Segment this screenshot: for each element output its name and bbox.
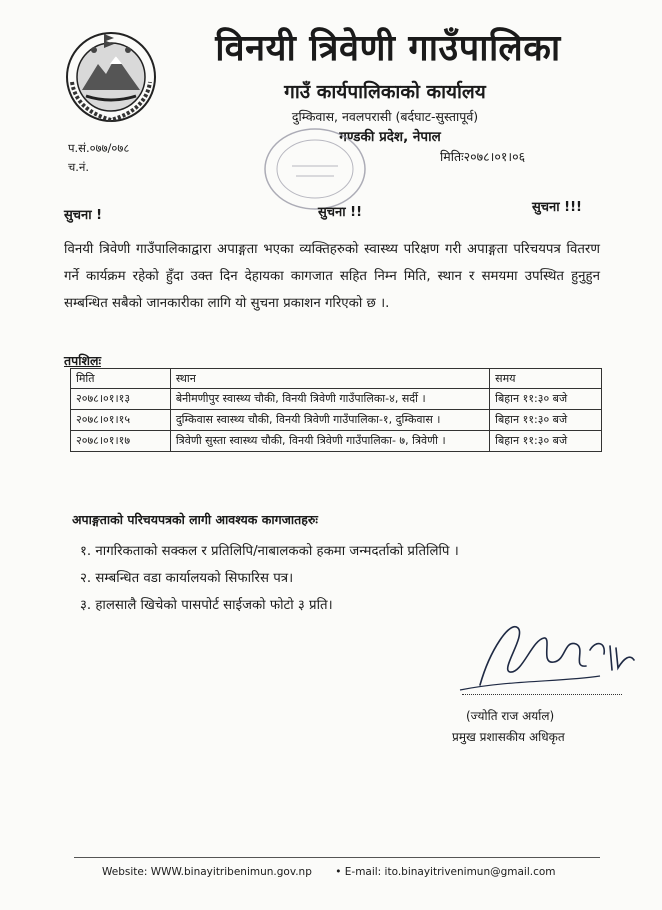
schedule-table — [70, 368, 602, 452]
signatory-name: (ज्योति राज अर्याल) — [466, 709, 555, 723]
municipality-emblem-icon — [64, 30, 158, 124]
row-time: बिहान ११:३० बजे — [490, 389, 602, 410]
handwritten-signature-icon — [440, 610, 640, 700]
notice-body: विनयी त्रिवेणी गाउँपालिकाद्वारा अपाङ्गता भएका व्यक्तिहरुको स्वास्थ्य परिक्षण गरी अपाङ्गता परिचयपत्र वितरण गर्ने कार्यक्रम रहेको हुँदा उक्त दिन देहायका कागजात सहित निम्न मिति, स्थान र समयमा उपस्थित हुनुहुन सम्बन्धित सबैको जानकारीका लागि यो सुचना प्रकाशन गरिएको छ ।. — [64, 242, 600, 311]
footer-website: Website: WWW.binayitribenimun.gov.np — [102, 866, 312, 878]
row-date: २०७८।०१।१३ — [71, 389, 171, 410]
documents-heading: अपाङ्गताको परिचयपत्रको लागी आवश्यक कागजातहरुः — [72, 512, 318, 527]
notice-label-1: सुचना ! — [64, 208, 103, 223]
row-place: त्रिवेणी सुस्ता स्वास्थ्य चौकी, विनयी त्रिवेणी गाउँपालिका- ७, त्रिवेणी । — [170, 431, 489, 452]
notice-label-3: सुचना !!! — [532, 200, 582, 215]
office-subtitle: गाउँ कार्यपालिकाको कार्यालय — [284, 81, 486, 103]
letter-date: मितिः२०७८।०१।०६ — [440, 149, 526, 164]
row-time: बिहान ११:३० बजे — [490, 410, 602, 431]
table-row — [71, 389, 602, 410]
office-address: दुम्किवास, नवलपरासी (बर्दघाट-सुस्तापूर्व) — [291, 109, 479, 124]
document-item: २. सम्बन्धित वडा कार्यालयको सिफारिस पत्र। — [80, 571, 294, 586]
row-place: दुम्किवास स्वास्थ्य चौकी, विनयी त्रिवेणी गाउँपालिका-१, दुम्किवास । — [170, 410, 489, 431]
column-header-time: समय — [490, 369, 602, 389]
reference-number: प.सं.०७७/०७८ — [68, 141, 130, 155]
column-header-place: स्थान — [170, 369, 489, 389]
row-date: २०७८।०१।१७ — [71, 431, 171, 452]
column-header-date: मिति — [71, 369, 171, 389]
document-item: १. नागरिकताको सक्कल र प्रतिलिपि/नाबालकको हकमा जन्मदर्ताको प्रतिलिपि । — [80, 544, 459, 559]
footer-email: • E-mail: ito.binayitrivenimun@gmail.com — [335, 866, 556, 878]
notice-label-2: सुचना !! — [318, 205, 363, 220]
signature-line — [462, 694, 622, 695]
signatory-title: प्रमुख प्रशासकीय अधिकृत — [452, 730, 565, 744]
table-row — [71, 431, 602, 452]
row-time: बिहान ११:३० बजे — [490, 431, 602, 452]
footer-divider — [74, 857, 600, 858]
details-heading: तपशिलः — [64, 353, 101, 368]
footer — [102, 866, 582, 878]
chalan-number: च.नं. — [68, 160, 89, 174]
row-place: बेनीमणीपुर स्वास्थ्य चौकी, विनयी त्रिवेणी गाउँपालिका-४, सर्दी । — [170, 389, 489, 410]
row-date: २०७८।०१।१५ — [71, 410, 171, 431]
municipality-title: विनयी त्रिवेणी गाउँपालिका — [215, 28, 561, 69]
office-stamp-icon — [262, 126, 368, 212]
table-row — [71, 410, 602, 431]
table-header-row — [71, 369, 602, 389]
document-item: ३. हालसालै खिचेको पासपोर्ट साईजको फोटो ३ प्रति। — [80, 598, 333, 613]
province-name: गण्डकी प्रदेश, नेपाल — [339, 129, 441, 145]
